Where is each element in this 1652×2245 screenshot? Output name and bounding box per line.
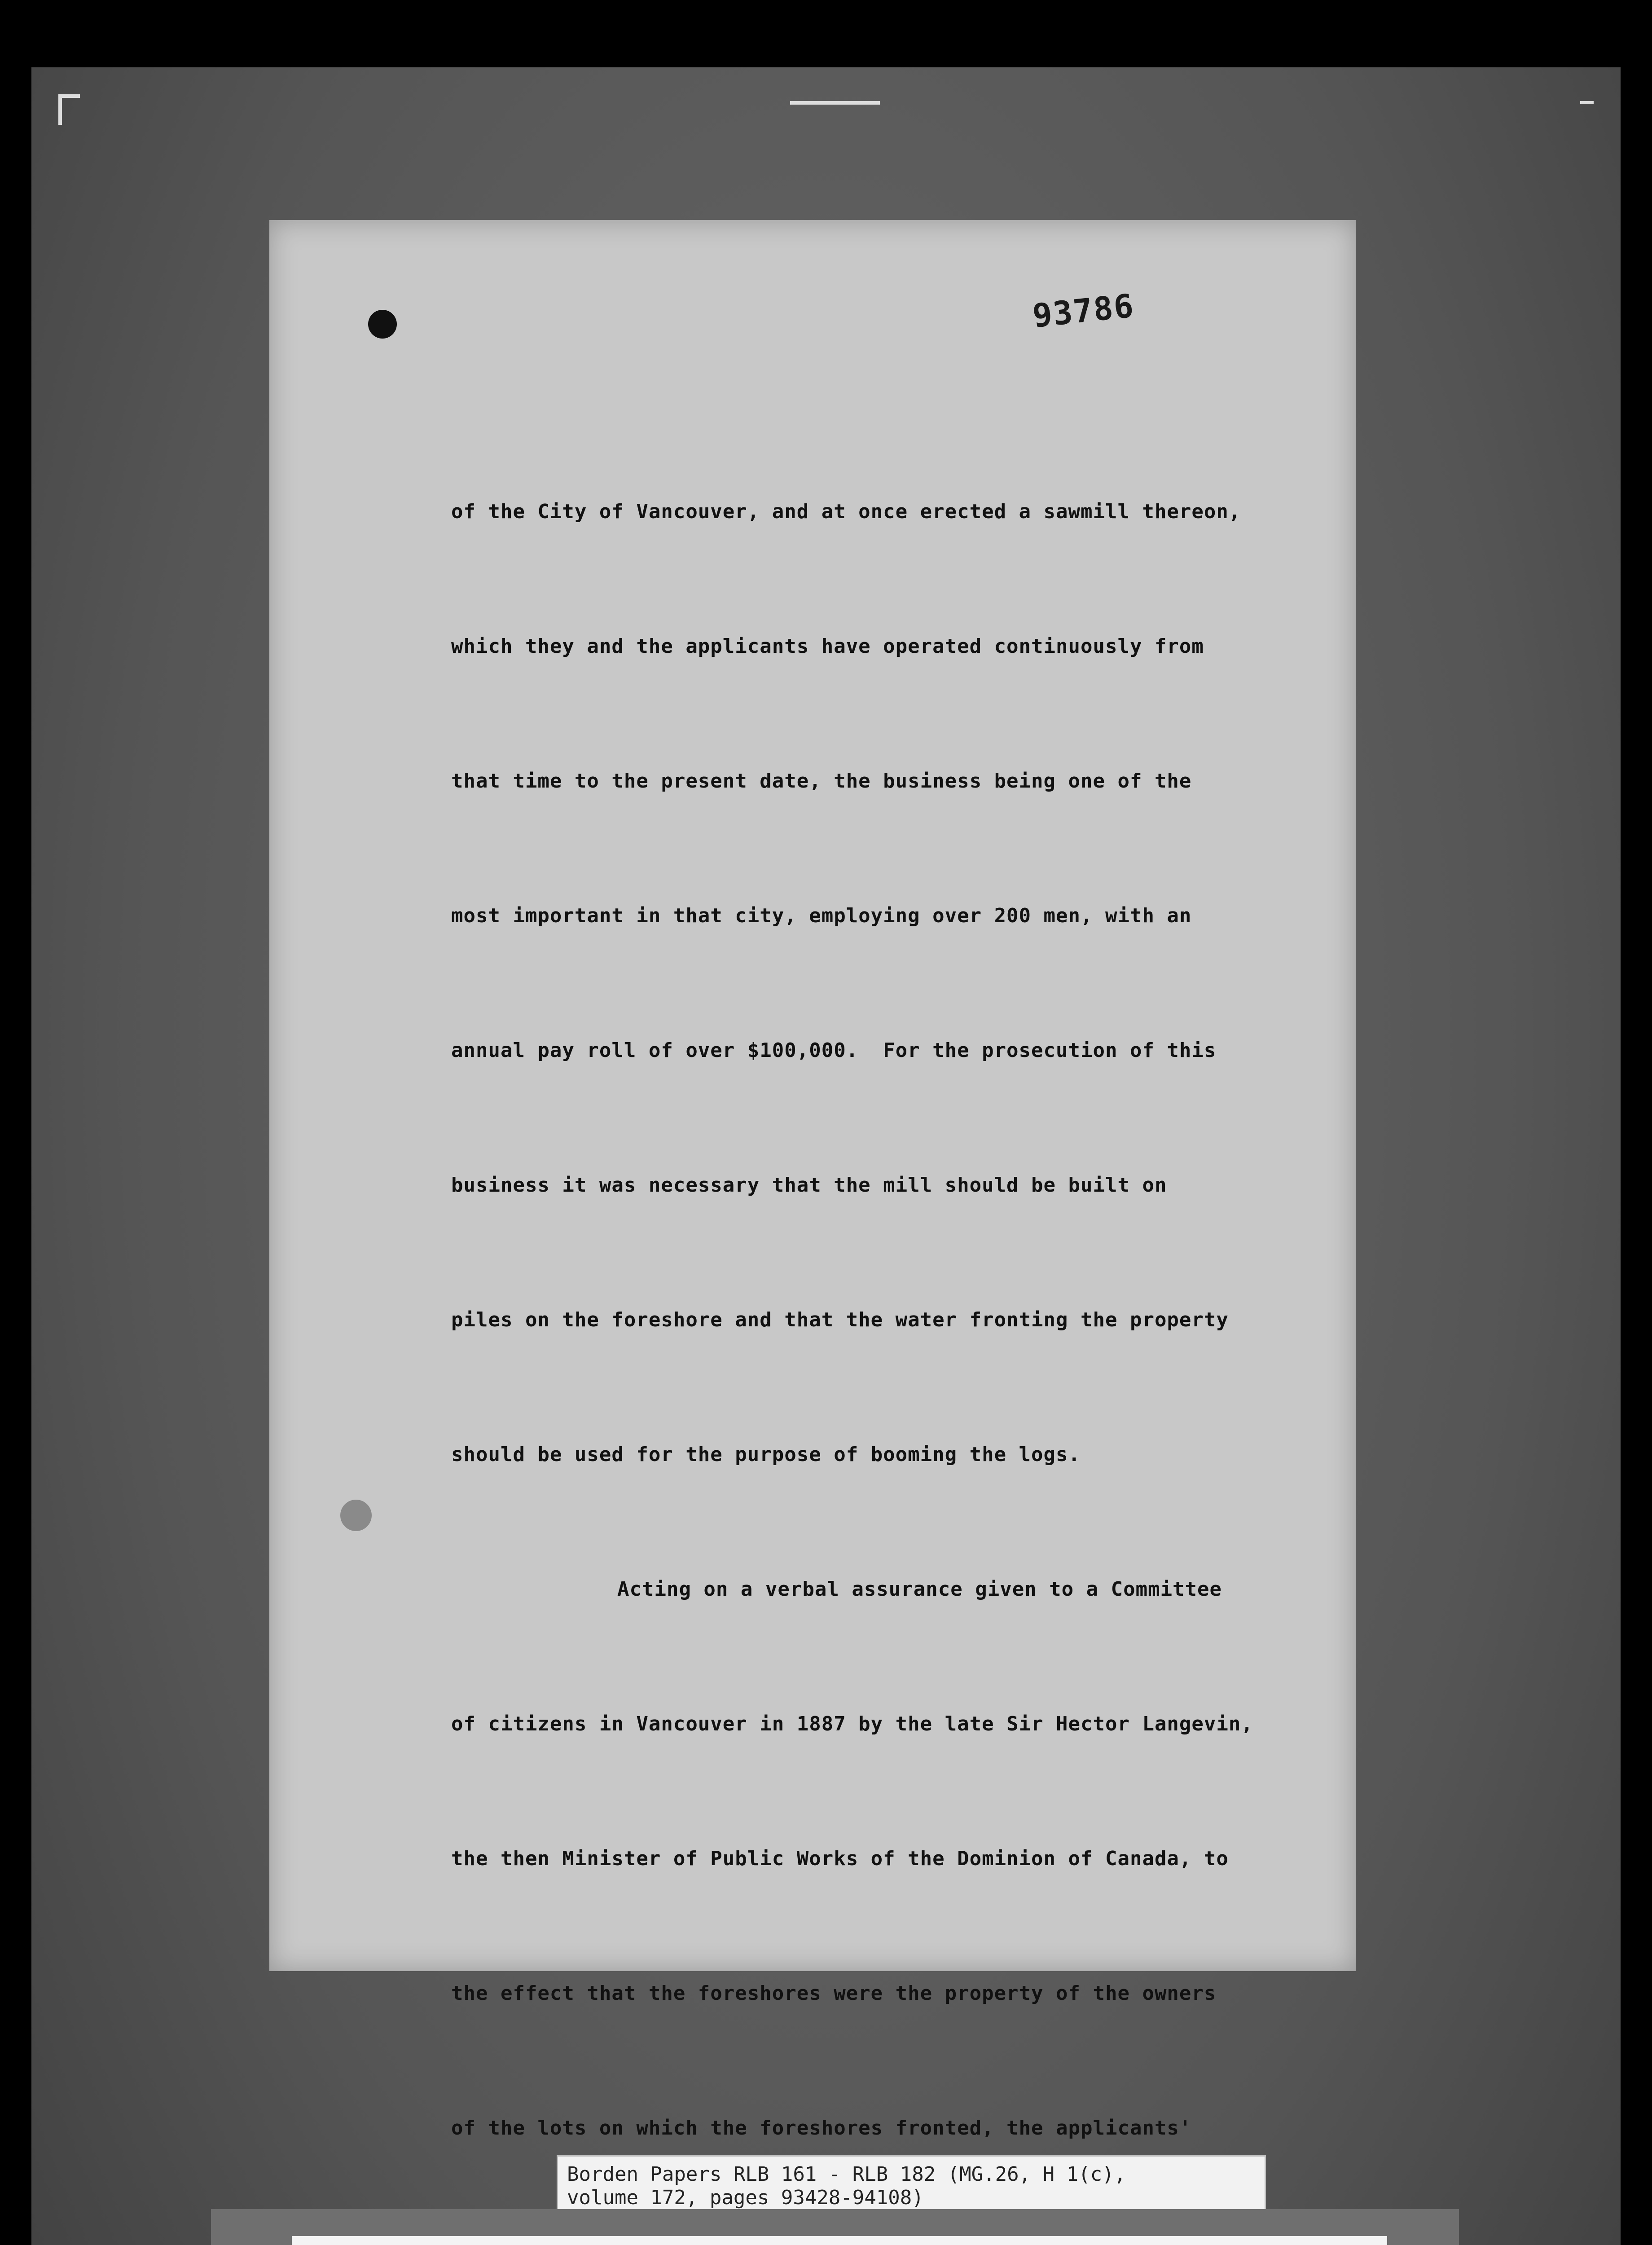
archives-stamp xyxy=(292,2236,1387,2245)
film-border-right xyxy=(1621,0,1652,2245)
punch-hole-top xyxy=(368,310,397,339)
body-line: the then Minister of Public Works of the Dominion of Canada, to xyxy=(451,1847,1229,1870)
top-right-mark xyxy=(1580,101,1594,104)
body-line: should be used for the purpose of booming the logs. xyxy=(451,1443,1081,1466)
page-number: 93786 xyxy=(1031,286,1136,335)
corner-registration-mark xyxy=(58,94,80,125)
body-line: of the lots on which the foreshores fronted, the applicants' xyxy=(451,2117,1192,2139)
top-registration-mark xyxy=(790,101,880,105)
document-body xyxy=(451,400,1331,2245)
body-line: that time to the present date, the business being one of the xyxy=(451,770,1192,792)
film-border-top xyxy=(0,0,1652,67)
archive-label-line: Borden Papers RLB 161 - RLB 182 (MG.26, H 1(c), xyxy=(567,2163,1126,2186)
body-line: the effect that the foreshores were the property of the owners xyxy=(451,1982,1217,2005)
body-line: business it was necessary that the mill should be built on xyxy=(451,1174,1167,1197)
body-line: Acting on a verbal assurance given to a Committee xyxy=(617,1578,1222,1601)
punch-hole-bottom xyxy=(340,1500,372,1531)
film-border-left xyxy=(0,0,31,2245)
body-line: which they and the applicants have operated continuously from xyxy=(451,635,1204,658)
body-line: of the City of Vancouver, and at once erected a sawmill thereon, xyxy=(451,500,1241,523)
body-line: piles on the foreshore and that the water fronting the property xyxy=(451,1308,1229,1331)
archive-label-line: volume 172, pages 93428-94108) xyxy=(567,2186,924,2209)
body-line: annual pay roll of over $100,000. For the prosecution of this xyxy=(451,1039,1217,1062)
body-line: of citizens in Vancouver in 1887 by the late Sir Hector Langevin, xyxy=(451,1712,1253,1735)
body-line: most important in that city, employing over 200 men, with an xyxy=(451,904,1192,927)
